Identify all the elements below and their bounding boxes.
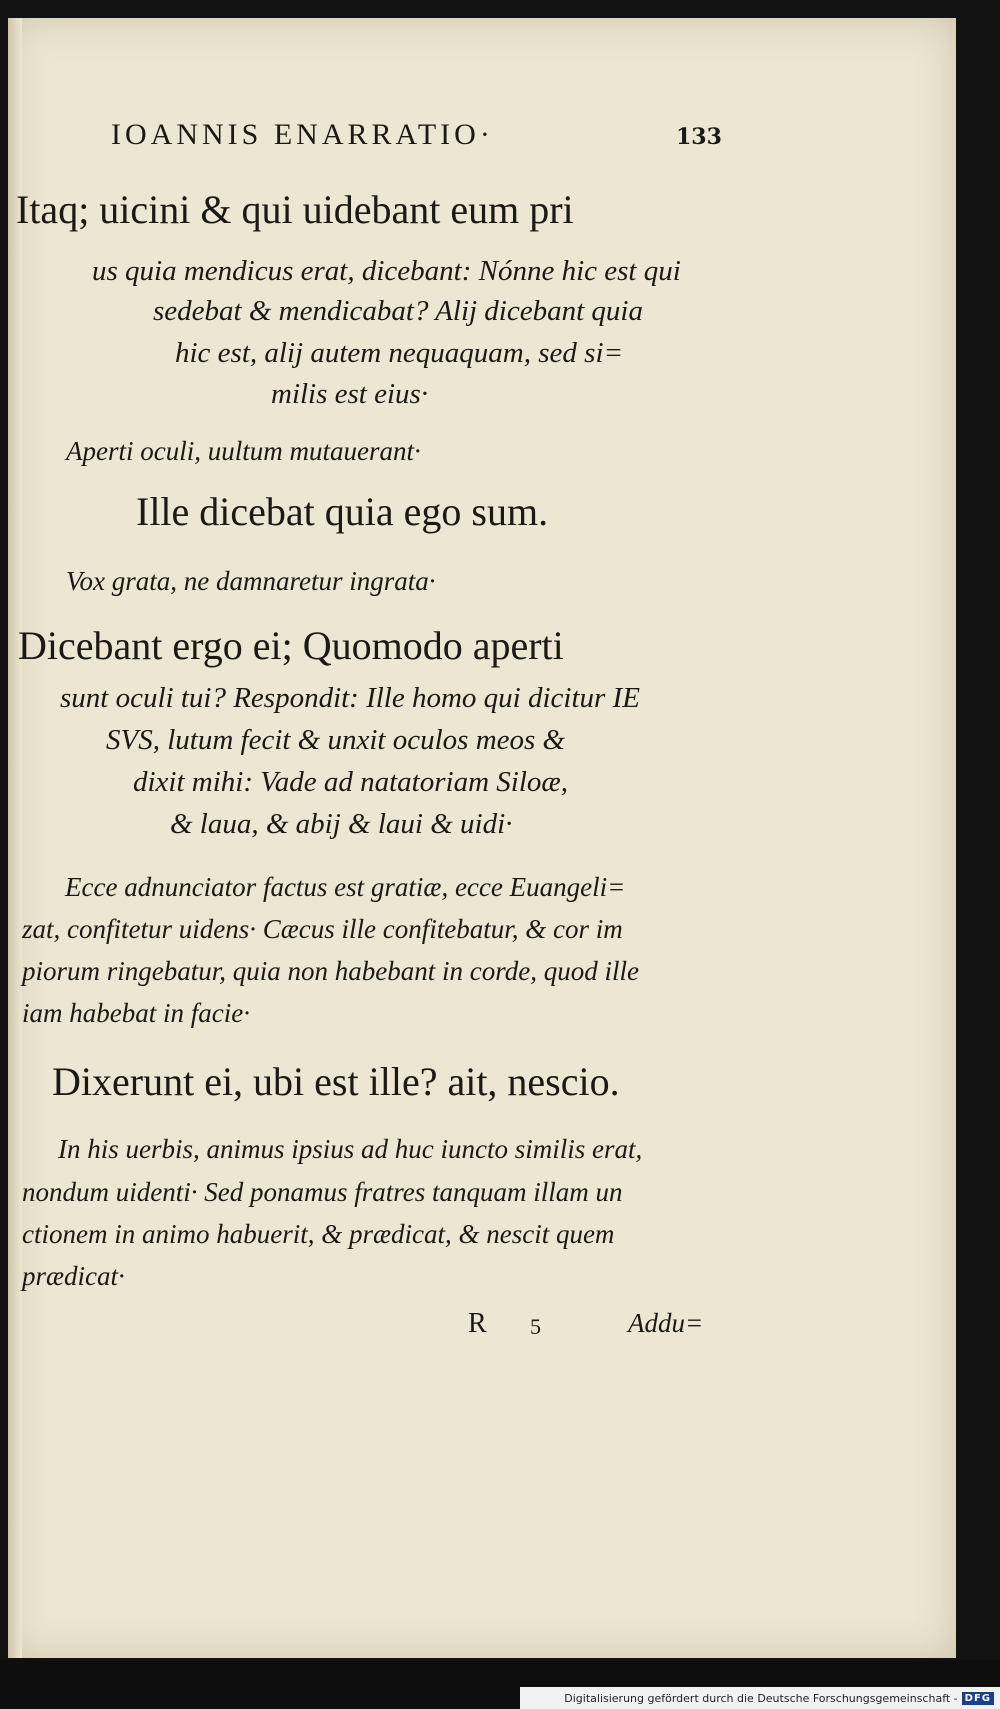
commentary-line-1: Aperti oculi, uultum mutauerant· (66, 436, 421, 466)
credit-text: Digitalisierung gefördert durch die Deutsche Forschungsgemeinschaft - (564, 1691, 958, 1705)
commentary-line-3: Ecce adnunciator factus est gratiæ, ecce Euangeli= (65, 872, 626, 902)
running-title: IOANNIS ENARRATIO· (111, 118, 494, 151)
commentary-line-9: ctionem in animo habuerit, & prædicat, & nescit quem (22, 1219, 615, 1249)
commentary-line-2: Vox grata, ne damnaretur ingrata· (66, 566, 436, 596)
commentary-line-5: piorum ringebatur, quia non habebant in corde, quod ille (22, 956, 639, 986)
book-page (8, 18, 956, 1658)
page-gutter (8, 18, 22, 1658)
scripture-line-11: & laua, & abij & laui & uidi· (170, 808, 513, 840)
scripture-line-2: us quia mendicus erat, dicebant: Nónne hic est qui (92, 255, 681, 287)
scripture-line-7: Dicebant ergo ei; Quomodo aperti (18, 623, 564, 668)
scripture-line-1: Itaq; uicini & qui uidebant eum pri (16, 187, 574, 232)
scripture-line-9: SVS, lutum fecit & unxit oculos meos & (106, 724, 566, 756)
scripture-line-4: hic est, alij autem nequaquam, sed si= (175, 337, 624, 369)
scripture-line-12: Dixerunt ei, ubi est ille? ait, nescio. (52, 1059, 620, 1104)
scripture-line-10: dixit mihi: Vade ad natatoriam Siloæ, (133, 766, 568, 798)
commentary-line-6: iam habebat in facie· (22, 998, 250, 1028)
signature-mark: R (468, 1308, 487, 1339)
catchword: Addu= (628, 1308, 704, 1338)
signature-number: 5 (530, 1314, 541, 1339)
scripture-line-6: Ille dicebat quia ego sum. (136, 489, 549, 534)
commentary-line-8: nondum uidenti· Sed ponamus fratres tanquam illam un (22, 1177, 623, 1207)
commentary-line-7: In his uerbis, animus ipsius ad huc iuncto similis erat, (58, 1134, 643, 1164)
scripture-line-3: sedebat & mendicabat? Alij dicebant quia (153, 295, 643, 327)
commentary-line-4: zat, confitetur uidens· Cæcus ille confitebatur, & cor im (22, 914, 623, 944)
folio-number: 133 (676, 124, 722, 150)
scripture-line-5: milis est eius· (271, 378, 429, 410)
digitization-credit (520, 1687, 1000, 1709)
scripture-line-8: sunt oculi tui? Respondit: Ille homo qui dicitur IE (60, 682, 640, 714)
dfg-logo-icon: DFG (962, 1692, 994, 1705)
commentary-line-10: prædicat· (22, 1261, 125, 1291)
